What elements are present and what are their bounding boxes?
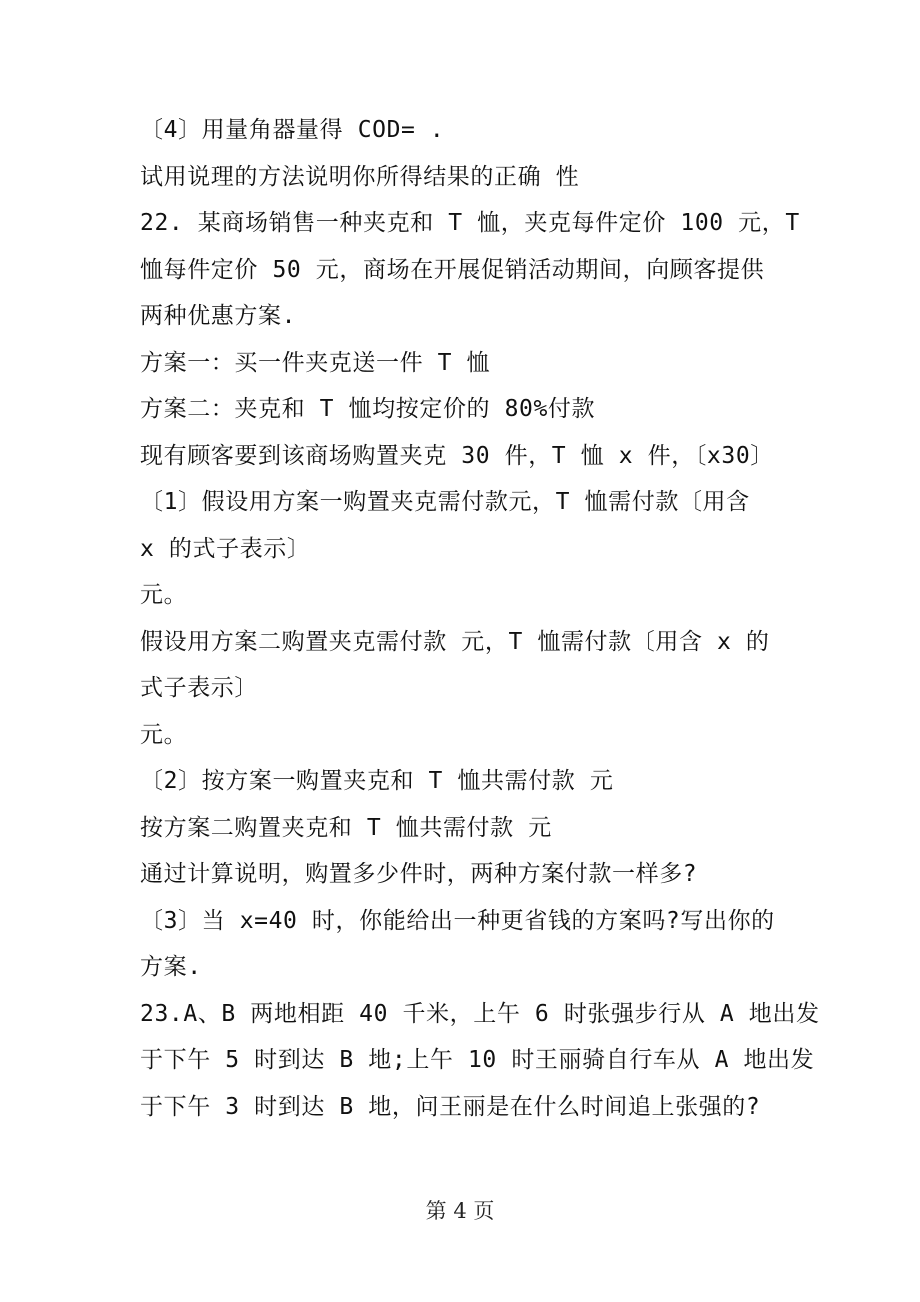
text-line: 方案一：买一件夹克送一件 T 恤 [140,349,491,376]
text-line: 〔4〕用量角器量得 COD= . [140,117,445,143]
text-line: 按方案二购置夹克和 T 恤共需付款 元 [140,814,552,841]
text-line: 于下午 3 时到达 B 地，问王丽是在什么时间追上张强的? [140,1093,761,1120]
text-line: 现有顾客要到该商场购置夹克 30 件，T 恤 x 件，〔x30〕 [140,442,774,469]
text-line: 〔2〕按方案一购置夹克和 T 恤共需付款 元 [140,768,614,794]
text-line: 〔1〕假设用方案一购置夹克需付款元，T 恤需付款〔用含 [140,489,750,515]
text-line: 通过计算说明，购置多少件时，两种方案付款一样多? [140,861,698,887]
text-line: 方案. [140,954,202,980]
text-line: 恤每件定价 50 元，商场在开展促销活动期间，向顾客提供 [140,256,765,283]
text-line: 假设用方案二购置夹克需付款 元，T 恤需付款〔用含 x 的 [140,628,770,655]
text-line: 元。 [140,582,188,608]
text-line: 23.A、B 两地相距 40 千米，上午 6 时张强步行从 A 地出发 [140,1000,820,1027]
text-line: 两种优惠方案. [140,303,297,329]
text-line: 元。 [140,721,188,748]
text-line: 方案二：夹克和 T 恤均按定价的 80%付款 [140,396,596,422]
page-number: 第 4 页 [425,1199,495,1223]
text-line: 试用说理的方法说明你所得结果的正确 性 [140,163,580,190]
document-body [140,107,820,1130]
text-line: x 的式子表示〕 [140,535,311,562]
text-line: 22. 某商场销售一种夹克和 T 恤，夹克每件定价 100 元，T [140,210,800,236]
text-line: 于下午 5 时到达 B 地;上午 10 时王丽骑自行车从 A 地出发 [140,1047,815,1073]
text-line: 〔3〕当 x=40 时，你能给出一种更省钱的方案吗?写出你的 [140,907,775,934]
text-line: 式子表示〕 [140,675,258,701]
